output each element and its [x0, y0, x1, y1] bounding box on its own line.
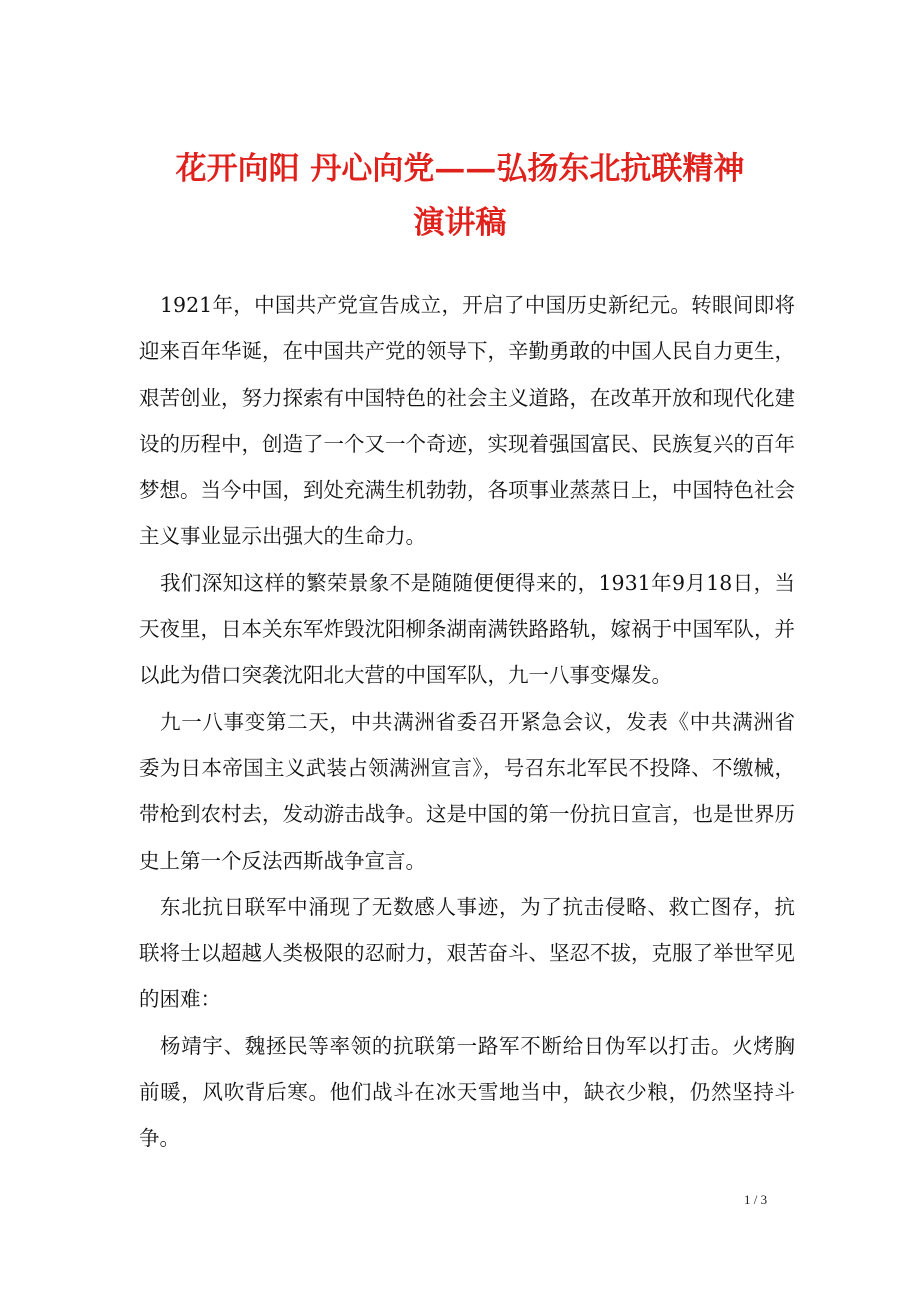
title-line-1: 花开向阳 丹心向党——弘扬东北抗联精神: [175, 151, 745, 187]
document-title: [130, 142, 790, 250]
paragraph-3: 九一八事变第二天，中共满洲省委召开紧急会议，发表《中共满洲省委为日本帝国主义武装占领满洲宣言》，号召东北军民不投降、不缴械，带枪到农村去，发动游击战争。这是中国的第一份抗日宣言，也是世界历史上第一个反法西斯战争宣言。: [139, 709, 795, 873]
paragraph-2: 我们深知这样的繁荣景象不是随随便便得来的，1931年9月18日，当天夜里，日本关东军炸毁沈阳柳条湖南满铁路路轨，嫁祸于中国军队，并以此为借口突袭沈阳北大营的中国军队，九一八事变爆发。: [139, 570, 795, 688]
paragraph-5: 杨靖宇、魏拯民等率领的抗联第一路军不断给日伪军以打击。火烤胸前暖，风吹背后寒。他们战斗在冰天雪地当中，缺衣少粮，仍然坚持斗争。: [139, 1033, 795, 1151]
document-body: [139, 282, 795, 1162]
title-line-2: 演讲稿: [413, 205, 507, 241]
paragraph-1: 1921年，中国共产党宣告成立，开启了中国历史新纪元。转眼间即将迎来百年华诞，在中国共产党的领导下，辛勤勇敢的中国人民自力更生，艰苦创业，努力探索有中国特色的社会主义道路，在改革开放和现代化建设的历程中，创造了一个又一个奇迹，实现着强国富民、民族复兴的百年梦想。当今中国，到处充满生机勃勃，各项事业蒸蒸日上，中国特色社会主义事业显示出强大的生命力。: [139, 293, 795, 549]
page-number: 1 / 3: [744, 1192, 768, 1207]
paragraph-4: 东北抗日联军中涌现了无数感人事迹，为了抗击侵略、救亡图存，抗联将士以超越人类极限的忍耐力，艰苦奋斗、坚忍不拔，克服了举世罕见的困难：: [139, 894, 795, 1012]
